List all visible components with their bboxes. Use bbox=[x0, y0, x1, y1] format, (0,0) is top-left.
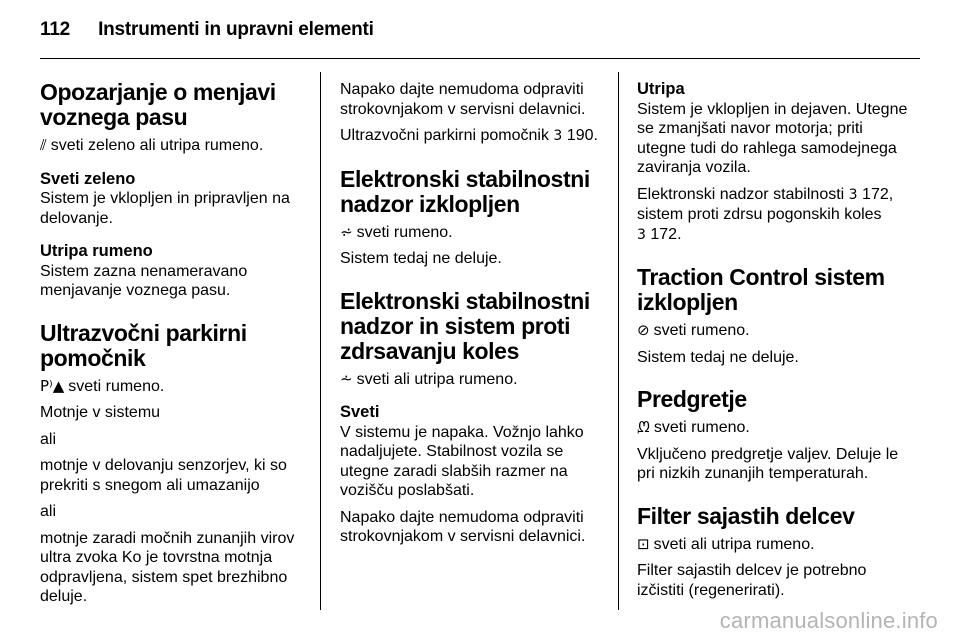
text-repair-advice: Napako dajte nemudoma odpraviti strokovnjakom v servisni delavnici. bbox=[340, 81, 586, 118]
text-parking-5: motnje zaradi močnih zunanjih virov ultra zvoka Ko je tovrstna motnja odpravljena, sistem spet brezhibno deluje. bbox=[40, 529, 295, 605]
header-divider bbox=[40, 58, 920, 59]
column-divider-1 bbox=[320, 72, 321, 610]
column-2 bbox=[340, 80, 612, 554]
heading-esc-traction: Elektronski stabilnostni nadzor in sistem proti zdrsavanju koles bbox=[340, 287, 590, 364]
heading-traction-off: Traction Control sistem izklopljen bbox=[637, 264, 885, 315]
text-parking-3: motnje v delovanju senzorjev, ki so prekriti s snegom ali umazanijo bbox=[40, 457, 287, 494]
subheading-blinks-yellow: Utripa rumeno bbox=[40, 242, 153, 260]
text-blinks-2: Elektronski nadzor stabilnosti 3 172, sistem proti zdrsu pogonskih koles 3 172. bbox=[637, 185, 894, 243]
esc-traction-icon: ⩪ bbox=[340, 369, 353, 388]
text-traction-off: Sistem tedaj ne deluje. bbox=[637, 348, 799, 366]
parking-assist-icon: P⁾▲ bbox=[40, 376, 65, 395]
esc-off-status: ⩫ sveti rumeno. bbox=[340, 222, 453, 241]
heading-lane-departure: Opozarjanje o menjavi voznega pasu bbox=[40, 79, 276, 130]
particle-filter-status: ⊡ sveti ali utripa rumeno. bbox=[637, 534, 815, 553]
chapter-title: Instrumenti in upravni elementi bbox=[98, 19, 374, 40]
heading-esc-off: Elektronski stabilnostni nadzor izklopljen bbox=[340, 165, 590, 217]
text-preheating: Vključeno predgretje valjev. Deluje le pri nizkih zunanjih temperaturah. bbox=[637, 445, 899, 482]
traction-off-icon: ⊘ bbox=[637, 321, 650, 339]
page-reference-icon: 3 bbox=[848, 186, 858, 203]
watermark: carmanualsonline.info bbox=[719, 608, 938, 633]
page-reference-icon: 3 bbox=[553, 128, 563, 144]
column-divider-2 bbox=[618, 72, 619, 610]
subheading-lit: Sveti bbox=[340, 403, 380, 421]
esc-traction-status: ⩪ sveti ali utripa rumeno. bbox=[340, 369, 518, 388]
page-header bbox=[40, 10, 920, 50]
subheading-lit-green: Sveti zeleno bbox=[40, 169, 136, 188]
column-1 bbox=[40, 80, 312, 614]
page-number: 112 bbox=[40, 19, 71, 40]
text-esc-off: Sistem tedaj ne deluje. bbox=[340, 250, 502, 267]
traction-off-status: ⊘ sveti rumeno. bbox=[637, 321, 750, 339]
heading-preheating: Predgretje bbox=[637, 386, 747, 412]
text-blinks-1: Sistem je vklopljen in dejaven. Utegne se zmanjšati navor motorja; priti utegne tudi do rahlega samodejnega zaviranja vozila. bbox=[637, 100, 908, 176]
text-blinks-yellow: Sistem zazna nenameravano menjavanje voznega pasu. bbox=[40, 262, 248, 299]
heading-particle-filter: Filter sajastih delcev bbox=[637, 502, 855, 529]
text-lit-green: Sistem je vklopljen in pripravljen na delovanje. bbox=[40, 190, 290, 227]
particle-filter-icon: ⊡ bbox=[637, 534, 650, 553]
text-parking-1: Motnje v sistemu bbox=[40, 404, 161, 421]
preheating-status: ᘻ sveti rumeno. bbox=[637, 418, 750, 436]
subheading-blinks: Utripa bbox=[637, 80, 685, 98]
text-parking-2: ali bbox=[40, 430, 57, 448]
lane-departure-status: ⫽ sveti zeleno ali utripa rumeno. bbox=[40, 136, 264, 154]
column-3 bbox=[637, 80, 909, 607]
lane-departure-icon: ⫽ bbox=[40, 136, 47, 154]
text-lit-2: Napako dajte nemudoma odpraviti strokovnjakom v servisni delavnici. bbox=[340, 508, 586, 545]
parking-assist-status: P⁾▲ sveti rumeno. bbox=[40, 376, 165, 395]
text-parking-reference: Ultrazvočni parkirni pomočnik 3 190. bbox=[340, 127, 598, 144]
esc-off-icon: ⩫ bbox=[340, 222, 353, 241]
glow-plug-icon: ᘻ bbox=[637, 418, 650, 436]
heading-parking-assist: Ultrazvočni parkirni pomočnik bbox=[40, 319, 247, 371]
text-parking-4: ali bbox=[40, 503, 57, 520]
text-particle-filter: Filter sajastih delcev je potrebno izčistiti (regenerirati). bbox=[637, 562, 867, 599]
text-lit-1: V sistemu je napaka. Vožnjo lahko nadaljujete. Stabilnost vozila se utegne zaradi slabših razmer na vozišču poslabšati. bbox=[340, 423, 584, 499]
page-reference-icon: 3 bbox=[637, 226, 646, 243]
